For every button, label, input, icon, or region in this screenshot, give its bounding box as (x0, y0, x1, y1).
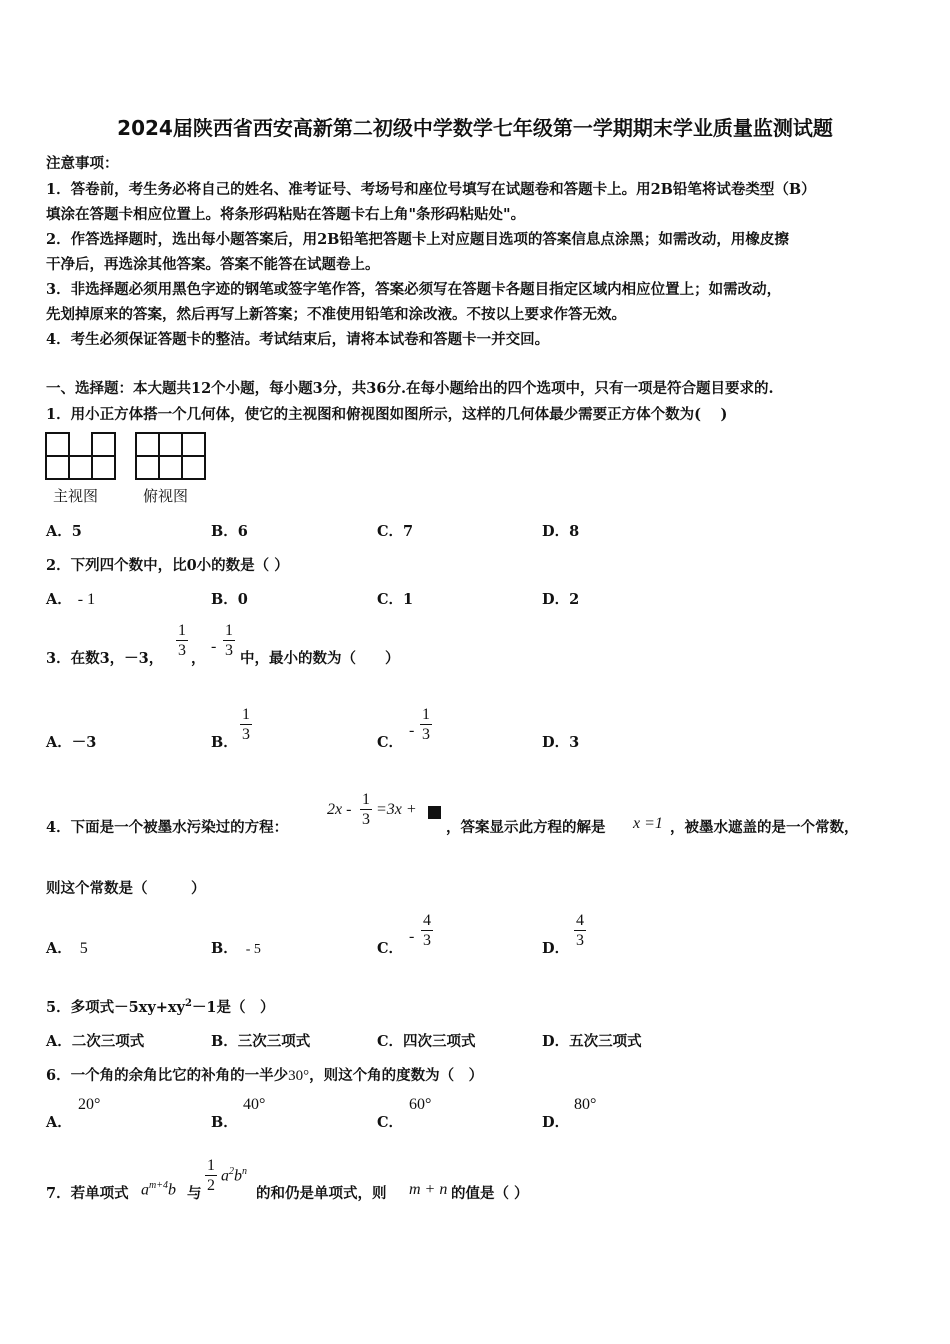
option-a[interactable]: A． (46, 1114, 72, 1131)
question-7-stem: 7．若单项式 (46, 1185, 129, 1202)
option-value: 5 (79, 940, 88, 957)
notice-heading: 注意事项： (46, 155, 119, 172)
minus-sign: - (211, 638, 217, 655)
minus-sign: - (409, 928, 415, 945)
option-d[interactable]: D． (542, 940, 570, 957)
front-view-label: 主视图 (53, 487, 99, 505)
option-d[interactable]: D．3 (542, 734, 580, 751)
ink-blot (428, 803, 441, 822)
option-a[interactable]: A．5 (46, 523, 82, 540)
option-a[interactable]: A．－3 (46, 734, 97, 751)
option-d[interactable]: D．五次三项式 (542, 1033, 642, 1050)
option-b[interactable] (211, 937, 261, 958)
fraction-four-thirds: 4 3 (576, 912, 584, 949)
notice-line: 干净后，再选涂其他答案。答案不能答在试题卷上。 (46, 256, 380, 273)
top-view-figure (135, 432, 206, 480)
question-5-stem: 5．多项式$-5xy+xy^2-1$是（ ） (46, 998, 275, 1016)
notice-line: 填涂在答题卡相应位置上。将条形码粘贴在答题卡右上角"条形码粘贴处"。 (46, 206, 526, 223)
option-a[interactable]: A．二次三项式 (46, 1033, 145, 1050)
option-label: A． (46, 940, 72, 957)
equation-solution: x =1 (633, 815, 663, 832)
option-d[interactable]: D．2 (542, 591, 580, 608)
fraction-one-third: 1 3 (422, 706, 430, 743)
monomial-1: $a^{m+4}b$ (141, 1180, 176, 1199)
option-b-value: 40° (243, 1096, 266, 1113)
equation-right: =3x + (376, 801, 417, 818)
option-b[interactable]: B．三次三项式 (211, 1033, 311, 1050)
question-6-stem: 6．一个角的余角比它的补角的一半少30°，则这个角的度数为（ ） (46, 1067, 484, 1084)
notice-line: 先划掉原来的答案，然后再写上新答案；不准使用铅笔和涂改液。不按以上要求作答无效。 (46, 306, 626, 323)
option-d[interactable]: D． (542, 1114, 570, 1131)
question-7-stem-end: 的值是（ ） (451, 1185, 529, 1202)
question-3-stem: 3．在数3，－3， (46, 650, 164, 667)
fraction-one-third: 1 3 (178, 622, 186, 659)
notice-line: 4．考生必须保证答题卡的整洁。考试结束后，请将本试卷和答题卡一并交回。 (46, 331, 550, 348)
option-c[interactable]: C．四次三项式 (377, 1033, 476, 1050)
option-d-value: 80° (574, 1096, 597, 1113)
option-value: - 1 (77, 591, 96, 608)
question-1-stem: 1．用小正方体搭一个几何体，使它的主视图和俯视图如图所示，这样的几何体最少需要正方体个数为( ) (46, 406, 728, 423)
option-a-value: 20° (78, 1096, 101, 1113)
angle-value: 30° (288, 1068, 310, 1084)
option-b[interactable]: B． (211, 1114, 238, 1131)
option-label: A． (46, 591, 72, 608)
notice-line: 2．作答选择题时，选出每小题答案后，用2B铅笔把答题卡上对应题目选项的答案信息点涂黑；如需改动，用橡皮擦 (46, 231, 789, 248)
expression-m-plus-n: m + n (409, 1181, 448, 1198)
question-4-stem-mid: ，答案显示此方程的解是 (446, 819, 606, 836)
minus-sign: - (409, 722, 415, 739)
section-heading: 一、选择题：本大题共12个小题，每小题3分，共36分.在每小题给出的四个选项中，只有一项是符合题目要求的. (46, 380, 774, 397)
top-view-label: 俯视图 (143, 487, 189, 505)
connector-with: 与 (187, 1185, 202, 1202)
comma: ， (191, 650, 206, 667)
option-a[interactable] (46, 937, 88, 958)
question-3-stem-end: 中，最小的数为（ ） (240, 650, 400, 667)
fraction-one-half: 1 2 (207, 1157, 215, 1194)
option-b[interactable]: B．6 (211, 523, 248, 540)
monomial-2: $a^2b^n$ (221, 1166, 247, 1185)
option-c[interactable]: C． (377, 1114, 404, 1131)
option-value: - 5 (245, 942, 261, 957)
fraction-one-third: 1 3 (225, 622, 233, 659)
option-b[interactable]: B． (211, 734, 238, 751)
option-c[interactable]: C． (377, 734, 404, 751)
option-b[interactable]: B．0 (211, 591, 248, 608)
question-2-stem: 2．下列四个数中，比0小的数是（ ） (46, 557, 289, 574)
page-title: 2024届陕西省西安高新第二初级中学数学七年级第一学期期末学业质量监测试题 (117, 116, 833, 140)
option-label: B． (211, 940, 238, 957)
front-view-figure (45, 432, 116, 480)
notice-line: 3．非选择题必须用黑色字迹的钢笔或签字笔作答，答案必须写在答题卡各题目指定区域内相应位置上；如需改动， (46, 281, 782, 298)
notice-line: 1．答卷前，考生务必将自己的姓名、准考证号、考场号和座位号填写在试题卷和答题卡上。用2B铅笔将试卷类型（B） (46, 181, 816, 198)
fraction-four-thirds: 4 3 (423, 912, 431, 949)
fraction-one-third: 1 3 (242, 706, 250, 743)
fraction-one-third: 1 3 (362, 791, 370, 828)
option-c-value: 60° (409, 1096, 432, 1113)
option-d[interactable]: D．8 (542, 523, 580, 540)
option-c[interactable]: C．7 (377, 523, 414, 540)
equation-left: 2x - (327, 801, 352, 818)
option-c[interactable]: C．1 (377, 591, 414, 608)
question-4-line2: 则这个常数是（ ） (46, 880, 206, 897)
question-7-stem-mid: 的和仍是单项式，则 (256, 1185, 387, 1202)
question-4-stem: 4．下面是一个被墨水污染过的方程： (46, 819, 289, 836)
option-a[interactable] (46, 588, 95, 609)
option-c[interactable]: C． (377, 940, 404, 957)
question-4-stem-end: ，被墨水遮盖的是一个常数， (670, 819, 859, 836)
